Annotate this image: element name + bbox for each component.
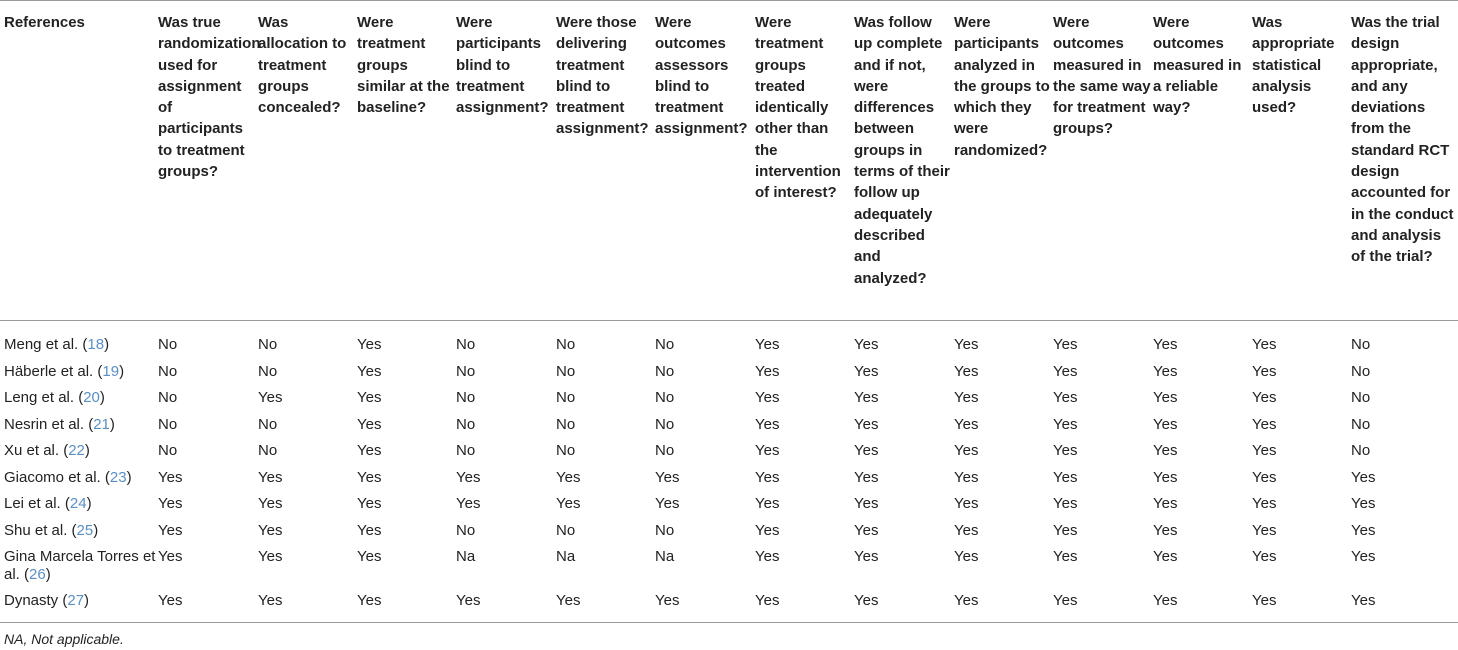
answer-cell: Yes	[258, 389, 283, 406]
answer-cell: Yes	[954, 362, 979, 380]
reference-cell	[0, 318, 158, 363]
table-row	[0, 469, 1458, 496]
answer-cell: Yes	[357, 389, 382, 406]
answer-cell: Yes	[357, 336, 382, 353]
answer-cell: Yes	[1153, 521, 1178, 539]
answer-cell: Yes	[1153, 468, 1178, 486]
answer-cell: No	[655, 362, 675, 380]
answer-cell: Yes	[357, 362, 382, 380]
answer-cell: Yes	[158, 495, 183, 512]
answer-cell: Yes	[755, 336, 780, 353]
answer-cell: Yes	[1053, 468, 1078, 486]
answer-cell: Yes	[755, 389, 780, 406]
column-header-question-1: Was true randomization used for assignment of participants to treatment groups?	[158, 14, 261, 181]
column-header-question-2: Was allocation to treatment groups concealed?	[258, 14, 347, 117]
quality-assessment-table	[0, 8, 1458, 619]
answer-cell: Yes	[158, 521, 183, 539]
answer-cell: No	[655, 336, 675, 353]
answer-cell: No	[1351, 389, 1371, 406]
answer-cell: Yes	[655, 592, 680, 609]
reference-close-paren: )	[109, 415, 115, 433]
answer-cell: No	[1351, 415, 1371, 433]
reference-close-paren: )	[84, 592, 90, 609]
answer-cell: Yes	[954, 389, 979, 406]
answer-cell: No	[158, 336, 178, 353]
answer-cell: No	[158, 362, 178, 380]
answer-cell: Yes	[556, 592, 581, 609]
table-footnote: NA, Not applicable.	[4, 631, 124, 647]
citation-link[interactable]: 18	[87, 336, 105, 353]
citation-link[interactable]: 26	[29, 566, 46, 583]
answer-cell: No	[258, 415, 278, 433]
reference-close-paren: )	[126, 468, 132, 486]
citation-link[interactable]: 21	[93, 415, 110, 433]
answer-cell: Yes	[755, 592, 780, 609]
table-top-rule	[0, 0, 1458, 1]
citation-link[interactable]: 22	[68, 442, 85, 459]
answer-cell: No	[1351, 442, 1371, 459]
answer-cell: Yes	[954, 468, 979, 486]
reference-cell	[0, 495, 158, 522]
answer-cell: Yes	[456, 468, 481, 486]
answer-cell: No	[158, 415, 178, 433]
answer-cell: Yes	[755, 442, 780, 459]
reference-close-paren: )	[104, 336, 110, 353]
answer-cell: No	[556, 521, 576, 539]
table-header	[0, 8, 1458, 318]
reference-name: Häberle et al. (	[4, 362, 103, 380]
answer-cell: Yes	[258, 495, 283, 512]
answer-cell: No	[655, 521, 675, 539]
answer-cell: No	[556, 415, 576, 433]
answer-cell: No	[1351, 336, 1371, 353]
answer-cell: Yes	[1053, 415, 1078, 433]
answer-cell: No	[456, 442, 476, 459]
column-header-question-3: Were treatment groups similar at the baseline?	[357, 14, 450, 117]
answer-cell: No	[556, 442, 576, 459]
answer-cell: Yes	[755, 415, 780, 433]
answer-cell: Yes	[954, 495, 979, 512]
answer-cell: Yes	[1351, 521, 1376, 539]
answer-cell: Yes	[1252, 521, 1277, 539]
answer-cell: Yes	[655, 468, 680, 486]
column-header-question-6: Were outcomes assessors blind to treatment assignment?	[655, 14, 748, 138]
answer-cell: Yes	[556, 468, 581, 486]
answer-cell: Yes	[954, 592, 979, 609]
reference-close-paren: )	[84, 442, 90, 459]
table-row	[0, 522, 1458, 549]
answer-cell: Yes	[357, 521, 382, 539]
answer-cell: No	[456, 336, 476, 353]
column-header-question-5: Were those delivering treatment blind to treatment assignment?	[556, 14, 649, 138]
answer-cell: No	[158, 442, 178, 459]
answer-cell: Yes	[1252, 592, 1277, 609]
answer-cell: No	[655, 442, 675, 459]
reference-close-paren: )	[45, 566, 51, 583]
answer-cell: Yes	[1252, 362, 1277, 380]
answer-cell: Yes	[954, 415, 979, 433]
reference-name: Giacomo et al. (	[4, 468, 110, 486]
column-header-question-13: Was the trial design appropriate, and any deviations from the standard RCT design accounted for in the conduct and analysis of the trial?	[1351, 14, 1454, 266]
answer-cell: Yes	[1053, 592, 1078, 609]
citation-link[interactable]: 19	[102, 362, 120, 380]
answer-cell: Yes	[1252, 442, 1277, 459]
answer-cell: Yes	[357, 548, 382, 565]
citation-link[interactable]: 27	[67, 592, 85, 609]
table-row	[0, 442, 1458, 469]
reference-name: Leng et al. (	[4, 389, 84, 406]
answer-cell: Na	[655, 548, 675, 565]
answer-cell: Yes	[258, 548, 283, 565]
answer-cell: Yes	[1252, 495, 1277, 512]
answer-cell: Yes	[1153, 495, 1178, 512]
answer-cell: Yes	[1153, 389, 1178, 406]
answer-cell: Yes	[1053, 442, 1078, 459]
answer-cell: Yes	[954, 548, 979, 565]
answer-cell: No	[258, 362, 278, 380]
reference-cell	[0, 469, 158, 496]
answer-cell: Yes	[1153, 592, 1178, 609]
answer-cell: Yes	[1153, 362, 1178, 380]
answer-cell: Yes	[1153, 548, 1178, 565]
answer-cell: Yes	[1351, 495, 1376, 512]
reference-name: Shu et al. (	[4, 521, 77, 539]
answer-cell: Yes	[1053, 495, 1078, 512]
answer-cell: Na	[556, 548, 576, 565]
answer-cell: Yes	[755, 521, 780, 539]
answer-cell: Yes	[258, 521, 283, 539]
table-row	[0, 592, 1458, 619]
answer-cell: Yes	[357, 442, 382, 459]
header-row	[0, 8, 1458, 318]
answer-cell: Yes	[954, 521, 979, 539]
answer-cell: Yes	[258, 592, 283, 609]
answer-cell: Yes	[854, 521, 879, 539]
answer-cell: No	[456, 521, 476, 539]
reference-name: Lei et al. (	[4, 495, 70, 512]
answer-cell: Yes	[1351, 592, 1376, 609]
table-row	[0, 318, 1458, 363]
citation-link[interactable]: 24	[69, 495, 87, 512]
answer-cell: Yes	[456, 495, 481, 512]
column-header-question-7: Were treatment groups treated identically other than the intervention of interest?	[755, 14, 841, 202]
table-bottom-rule	[0, 622, 1458, 623]
answer-cell: No	[655, 389, 675, 406]
answer-cell: No	[1351, 362, 1371, 380]
answer-cell: Yes	[456, 592, 481, 609]
answer-cell: Yes	[258, 468, 283, 486]
answer-cell: No	[556, 336, 576, 353]
reference-cell	[0, 442, 158, 469]
answer-cell: Yes	[357, 495, 382, 512]
answer-cell: Yes	[655, 495, 680, 512]
answer-cell: No	[456, 415, 476, 433]
table-row	[0, 389, 1458, 416]
citation-link[interactable]: 23	[109, 468, 127, 486]
answer-cell: Yes	[357, 468, 382, 486]
answer-cell: Yes	[1252, 415, 1277, 433]
answer-cell: Yes	[1053, 521, 1078, 539]
answer-cell: Na	[456, 548, 476, 565]
answer-cell: Yes	[357, 592, 382, 609]
answer-cell: Yes	[755, 468, 780, 486]
reference-close-paren: )	[99, 389, 105, 406]
answer-cell: Yes	[854, 495, 879, 512]
answer-cell: No	[456, 362, 476, 380]
answer-cell: Yes	[954, 442, 979, 459]
answer-cell: Yes	[1053, 389, 1078, 406]
answer-cell: Yes	[1153, 336, 1178, 353]
answer-cell: Yes	[1252, 468, 1277, 486]
answer-cell: Yes	[854, 362, 879, 380]
answer-cell: Yes	[158, 468, 183, 486]
answer-cell: Yes	[854, 548, 879, 565]
table-row	[0, 495, 1458, 522]
reference-name: Meng et al. (	[4, 336, 88, 353]
answer-cell: Yes	[158, 548, 183, 565]
answer-cell: Yes	[1351, 468, 1376, 486]
reference-cell	[0, 592, 158, 619]
column-header-question-9: Were participants analyzed in the groups to which they were randomized?	[954, 14, 1050, 159]
answer-cell: Yes	[1252, 336, 1277, 353]
answer-cell: Yes	[1351, 548, 1376, 565]
answer-cell: Yes	[755, 548, 780, 565]
answer-cell: No	[158, 389, 178, 406]
answer-cell: Yes	[1053, 548, 1078, 565]
reference-close-paren: )	[86, 495, 92, 512]
answer-cell: Yes	[954, 336, 979, 353]
column-header-references: References	[4, 14, 85, 31]
answer-cell: No	[655, 415, 675, 433]
reference-cell	[0, 363, 158, 390]
answer-cell: Yes	[158, 592, 183, 609]
reference-name: Dynasty (	[4, 592, 68, 609]
answer-cell: Yes	[1153, 442, 1178, 459]
column-header-question-12: Was appropriate statistical analysis used?	[1252, 14, 1335, 117]
column-header-question-10: Were outcomes measured in the same way for treatment groups?	[1053, 14, 1151, 138]
answer-cell: Yes	[854, 468, 879, 486]
answer-cell: Yes	[755, 362, 780, 380]
answer-cell: No	[258, 336, 278, 353]
reference-name: Nesrin et al. (	[4, 415, 94, 433]
answer-cell: Yes	[854, 389, 879, 406]
answer-cell: No	[556, 362, 576, 380]
answer-cell: Yes	[1153, 415, 1178, 433]
table-row	[0, 548, 1458, 592]
table-row	[0, 416, 1458, 443]
reference-name: Xu et al. (	[4, 442, 69, 459]
citation-link[interactable]: 25	[76, 521, 94, 539]
answer-cell: Yes	[854, 442, 879, 459]
column-header-question-8: Was follow up complete and if not, were differences between groups in terms of their follow up adequately described and analyzed?	[854, 14, 950, 287]
table-row	[0, 363, 1458, 390]
reference-close-paren: )	[93, 521, 99, 539]
answer-cell: Yes	[854, 336, 879, 353]
reference-cell	[0, 389, 158, 416]
citation-link[interactable]: 20	[83, 389, 100, 406]
reference-name: Gina Marcela Torres et al. (	[4, 548, 156, 583]
answer-cell: Yes	[1252, 389, 1277, 406]
answer-cell: No	[258, 442, 278, 459]
answer-cell: Yes	[1252, 548, 1277, 565]
column-header-question-11: Were outcomes measured in a reliable way?	[1153, 14, 1242, 117]
answer-cell: Yes	[357, 415, 382, 433]
reference-cell	[0, 522, 158, 549]
answer-cell: Yes	[854, 415, 879, 433]
column-header-question-4: Were participants blind to treatment assignment?	[456, 14, 549, 117]
answer-cell: Yes	[1053, 362, 1078, 380]
answer-cell: No	[556, 389, 576, 406]
answer-cell: Yes	[755, 495, 780, 512]
reference-cell	[0, 416, 158, 443]
reference-close-paren: )	[119, 362, 125, 380]
table-body	[0, 318, 1458, 619]
answer-cell: Yes	[556, 495, 581, 512]
answer-cell: Yes	[854, 592, 879, 609]
reference-cell	[0, 548, 158, 592]
answer-cell: Yes	[1053, 336, 1078, 353]
answer-cell: No	[456, 389, 476, 406]
